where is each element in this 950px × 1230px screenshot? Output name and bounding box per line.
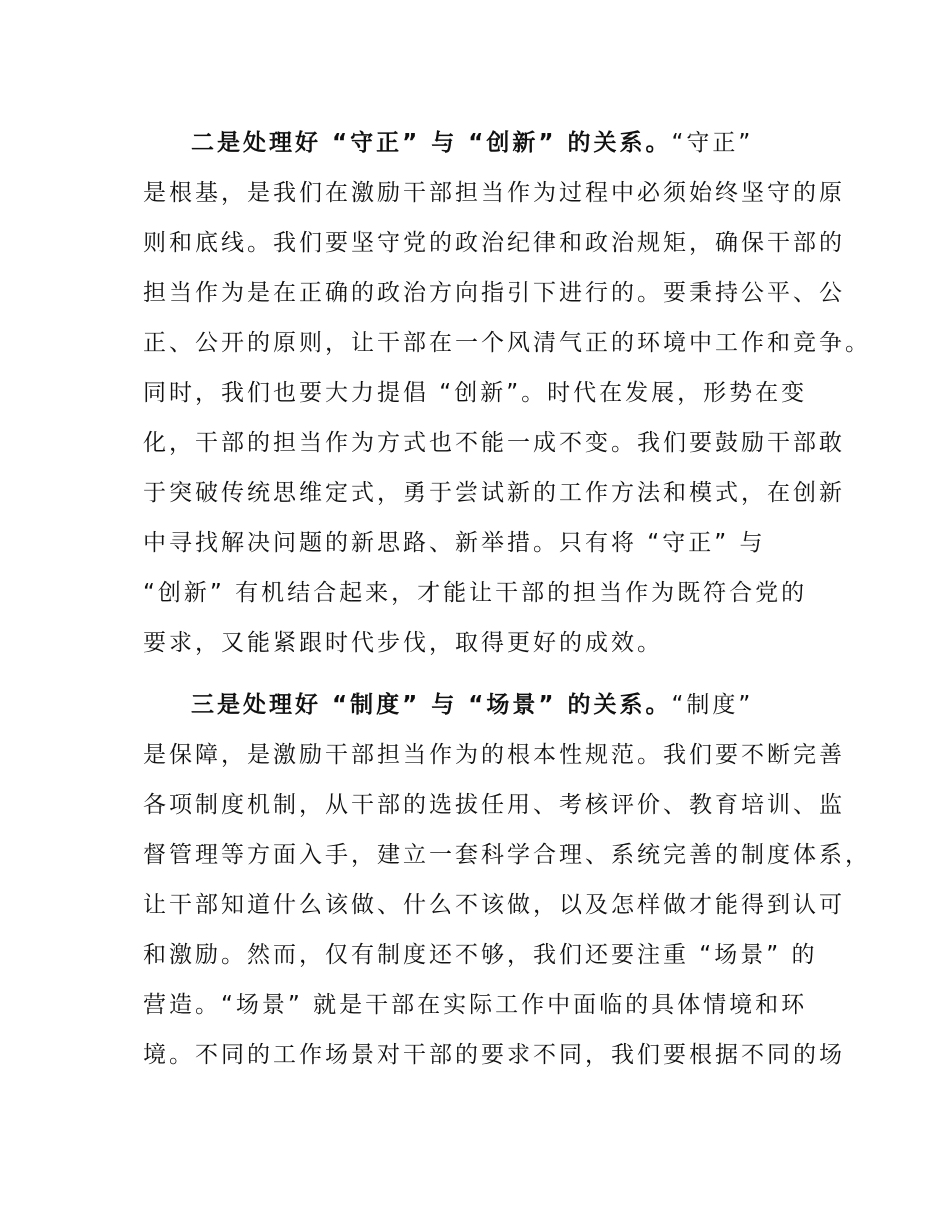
paragraph-line: 正、公开的原则，让干部在一个风清气正的环境中工作和竞争。 (143, 330, 871, 356)
paragraph-line: 督管理等方面入手，建立一套科学合理、系统完善的制度体系， (143, 842, 871, 868)
paragraph-line: 境。不同的工作场景对干部的要求不同，我们要根据不同的场 (143, 1042, 845, 1068)
paragraph-text: “制度” (671, 692, 754, 718)
paragraph-line: 和激励。然而，仅有制度还不够，我们还要注重 “场景” 的 (143, 942, 818, 968)
paragraph-line: 要求，又能紧跟时代步伐，取得更好的成效。 (143, 630, 663, 656)
paragraph-line: 化，干部的担当作为方式也不能一成不变。我们要鼓励干部敢 (143, 430, 845, 456)
paragraph-heading: 二是处理好 “守正” 与 “创新” 的关系。 (191, 130, 672, 156)
paragraph-line: 则和底线。我们要坚守党的政治纪律和政治规矩，确保干部的 (143, 230, 845, 256)
paragraph-line: 营造。“场景” 就是干部在实际工作中面临的具体情境和环 (143, 992, 808, 1018)
paragraph-first-line (191, 128, 753, 158)
paragraph-line: 担当作为是在正确的政治方向指引下进行的。要秉持公平、公 (143, 280, 845, 306)
paragraph-line: 于突破传统思维定式，勇于尝试新的工作方法和模式，在创新 (143, 480, 845, 506)
paragraph-text: “守正” (671, 130, 754, 156)
paragraph-line: 中寻找解决问题的新思路、新举措。只有将 “守正” 与 (143, 530, 766, 556)
paragraph-line: 让干部知道什么该做、什么不该做，以及怎样做才能得到认可 (143, 892, 845, 918)
paragraph-line: 是保障，是激励干部担当作为的根本性规范。我们要不断完善 (143, 742, 845, 768)
paragraph-line: “创新” 有机结合起来，才能让干部的担当作为既符合党的 (143, 580, 808, 606)
paragraph-line: 同时，我们也要大力提倡 “创新”。时代在发展，形势在变 (143, 380, 808, 406)
paragraph-heading: 三是处理好 “制度” 与 “场景” 的关系。 (191, 692, 672, 718)
paragraph-line: 是根基，是我们在激励干部担当作为过程中必须始终坚守的原 (143, 180, 845, 206)
paragraph-line: 各项制度机制，从干部的选拔任用、考核评价、教育培训、监 (143, 792, 845, 818)
paragraph-first-line (191, 690, 753, 720)
